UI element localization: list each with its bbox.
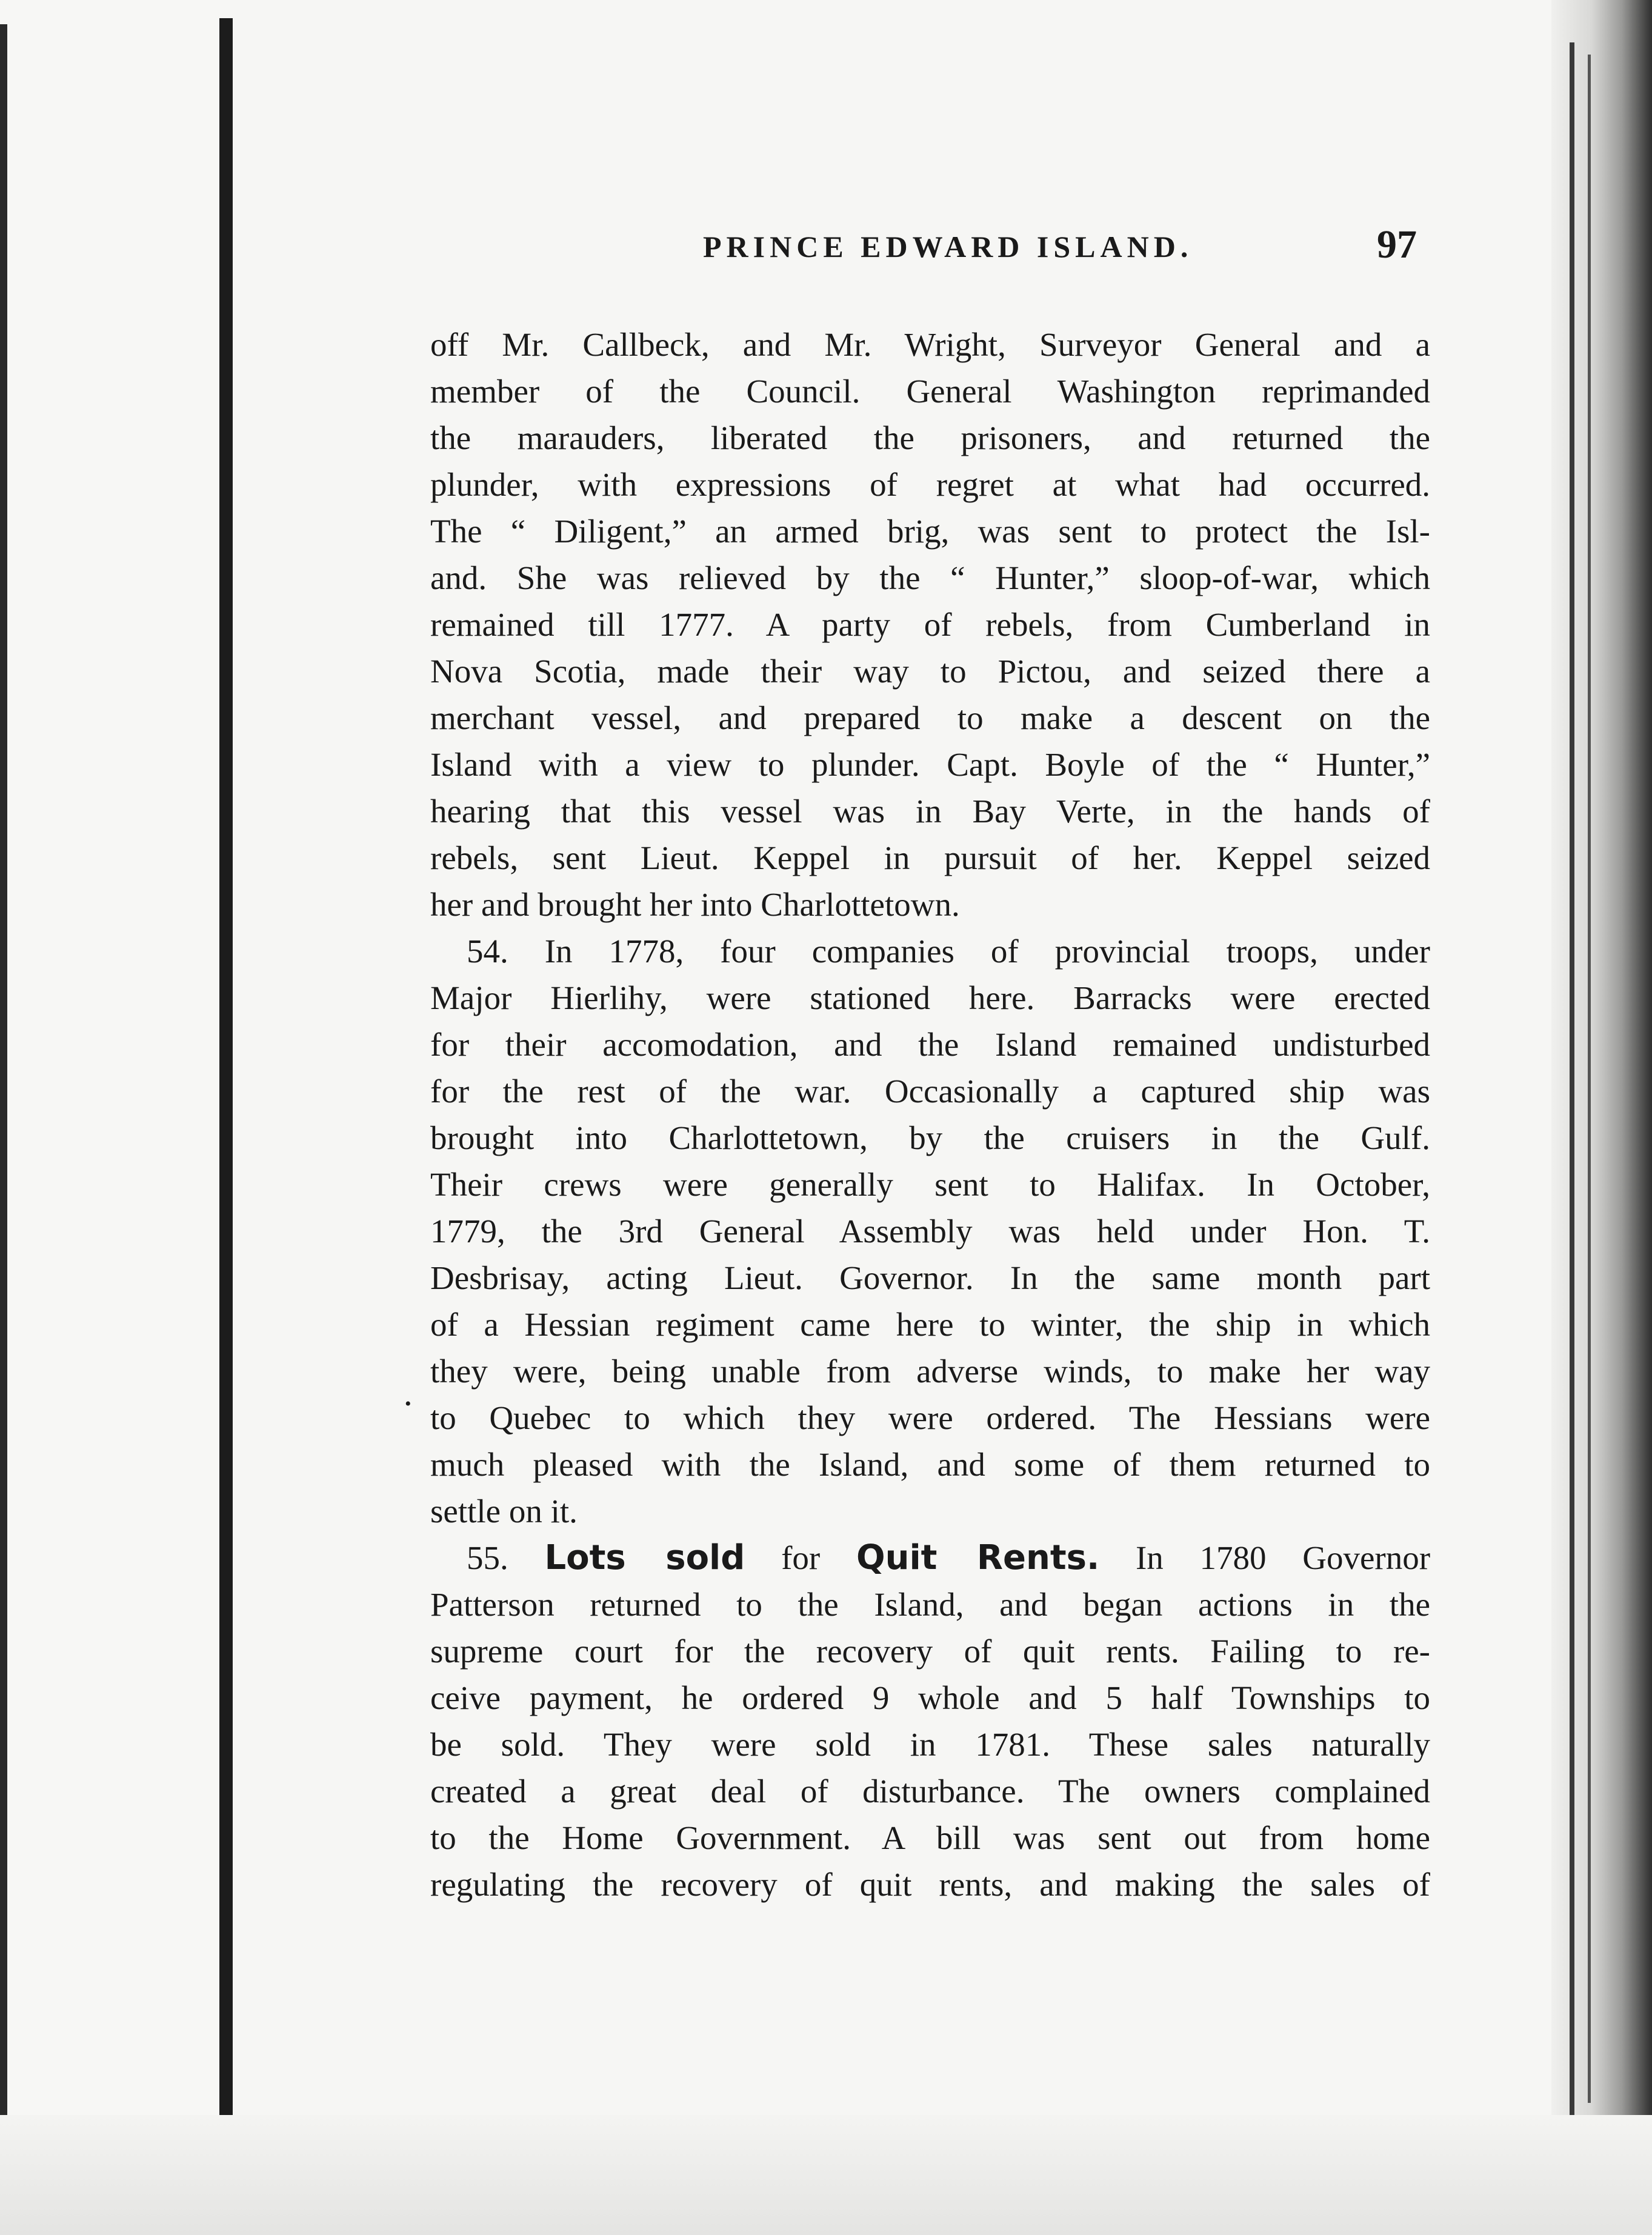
right-page-edge-shadow: [1551, 0, 1652, 2235]
text-line: for the rest of the war. Occasionally a captured ship was: [430, 1073, 1430, 1110]
text-line: much pleased with the Island, and some of them returned to: [430, 1446, 1430, 1483]
text-line: Major Hierlihy, were stationed here. Barracks were erected: [430, 979, 1430, 1016]
text-line: regulating the recovery of quit rents, and making the sales of: [430, 1866, 1430, 1903]
text-line: plunder, with expressions of regret at what had occurred.: [430, 466, 1430, 503]
text-line: 54. In 1778, four companies of provincial troops, under: [467, 933, 1430, 970]
text-line: to Quebec to which they were ordered. The Hessians were: [430, 1399, 1430, 1436]
text-line: supreme court for the recovery of quit rents. Failing to re-: [430, 1633, 1430, 1670]
text-line: [430, 1534, 1430, 1581]
body-text: [430, 321, 1430, 1908]
running-header: PRINCE EDWARD ISLAND.: [703, 230, 1193, 264]
text-line: brought into Charlottetown, by the cruisers in the Gulf.: [430, 1119, 1430, 1156]
right-edge-line: [1588, 55, 1591, 2103]
text-line: The “ Diligent,” an armed brig, was sent to protect the Isl-: [430, 513, 1430, 550]
text-line: created a great deal of disturbance. The owners complained: [430, 1773, 1430, 1810]
page-number: 97: [1377, 222, 1417, 267]
right-edge-line: [1570, 42, 1574, 2121]
text-line: of a Hessian regiment came here to winter, the ship in which: [430, 1306, 1430, 1343]
text-line: rebels, sent Lieut. Keppel in pursuit of her. Keppel seized: [430, 839, 1430, 876]
scan-speck: •: [405, 1394, 411, 1414]
book-gutter-line: [219, 18, 233, 2115]
left-scan-border: [0, 24, 7, 2145]
section-heading-lots-sold: Lots sold: [544, 1538, 745, 1577]
text-line: off Mr. Callbeck, and Mr. Wright, Surveyor General and a: [430, 326, 1430, 363]
text-line: the marauders, liberated the prisoners, and returned the: [430, 419, 1430, 456]
text-line: Patterson returned to the Island, and began actions in the: [430, 1586, 1430, 1623]
paragraph-number: 55.: [467, 1539, 508, 1576]
text-line: Island with a view to plunder. Capt. Boyle of the “ Hunter,”: [430, 746, 1430, 783]
bottom-margin: [0, 2115, 1652, 2235]
text-line: to the Home Government. A bill was sent out from home: [430, 1819, 1430, 1856]
text-line: they were, being unable from adverse winds, to make her way: [430, 1353, 1430, 1390]
text-line: for their accomodation, and the Island remained undisturbed: [430, 1026, 1430, 1063]
text-line: Desbrisay, acting Lieut. Governor. In the same month part: [430, 1259, 1430, 1296]
text-line: ceive payment, he ordered 9 whole and 5 half Townships to: [430, 1679, 1430, 1716]
text-line-rest: In 1780 Governor: [1135, 1539, 1431, 1576]
paragraph-continued: [430, 321, 1430, 928]
text-line: and. She was relieved by the “ Hunter,” sloop-of-war, which: [430, 559, 1430, 596]
section-heading-connector: for: [781, 1539, 821, 1576]
section-heading-quit-rents: Quit Rents.: [856, 1538, 1100, 1577]
text-line: her and brought her into Charlottetown.: [430, 886, 960, 923]
text-line: Their crews were generally sent to Halifax. In October,: [430, 1166, 1430, 1203]
text-line: be sold. They were sold in 1781. These sales naturally: [430, 1726, 1430, 1763]
paragraph-55: [430, 1534, 1430, 1908]
text-line: settle on it.: [430, 1493, 578, 1530]
text-line: 1779, the 3rd General Assembly was held under Hon. T.: [430, 1213, 1430, 1250]
text-line: hearing that this vessel was in Bay Verte, in the hands of: [430, 793, 1430, 830]
left-page-margin: [0, 0, 230, 2235]
text-line: remained till 1777. A party of rebels, from Cumberland in: [430, 606, 1430, 643]
text-line: Nova Scotia, made their way to Pictou, and seized there a: [430, 653, 1430, 690]
text-line: merchant vessel, and prepared to make a descent on the: [430, 699, 1430, 736]
text-line: member of the Council. General Washington reprimanded: [430, 373, 1430, 410]
paragraph-54: [430, 928, 1430, 1534]
paragraph-55-lines: [430, 1581, 1430, 1908]
